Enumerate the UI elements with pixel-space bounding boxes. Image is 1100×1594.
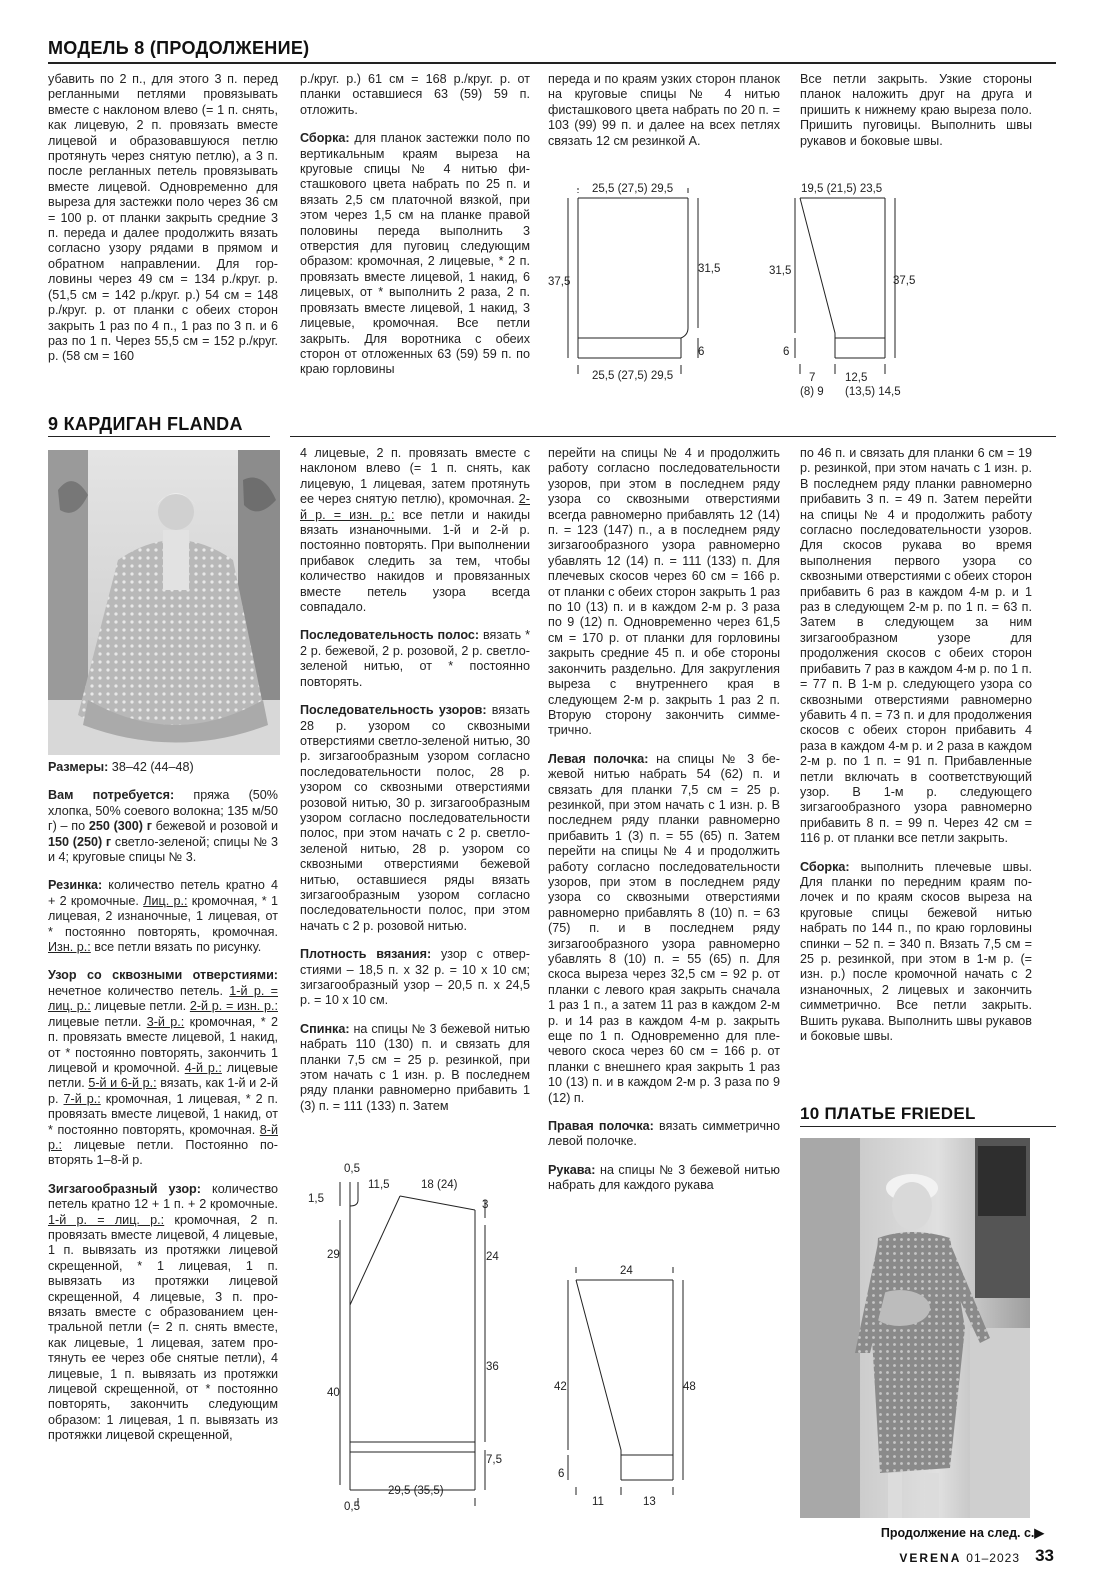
stripes-paragraph: Последовательность полос: вязать * 2 р. бежевой, 2 р. розовой, 2 р. светло-зеленой нитью, от * постоянно повторять. bbox=[300, 628, 530, 689]
diagram-model9-sleeve bbox=[548, 1255, 718, 1525]
dim-bottom: 29,5 (35,5) bbox=[388, 1485, 444, 1497]
assembly-paragraph: Сборка: выполнить плечевые швы. Для планки по передним краям полочек и по краям скосов выреза на круговые спицы бежевой нитью набрать по 144 п., по краю горловины спинки – 52 п. = 340 п. Вязать 7,5 см = 25 р. резинкой, при этом в 1-м р. (= изн. р.) после кромочной начать с 2 изнаночных, 2 лицевых и закончить симметрично. Все петли закрыть. Вшить рукава. Выполнить швы рукавов и боковые швы. bbox=[800, 859, 1032, 1044]
issue-number: 01–2023 bbox=[966, 1551, 1020, 1565]
dim-top: 24 bbox=[620, 1265, 633, 1277]
zigzag-continued: 4 лицевые, 2 п. провязать вместе с наклоном влево (= 1 п. снять, как лицевую, 1 лицевая, затем протянуть ее через снятую петлю), кромочная. 2-й р. = изн. р.: все петли и накиды вязать изнаночными. 1-й и 2-й р. постоянно повторять. При выполнении прибавок следить за тем, чтобы количество накидов и провязанных вместе петель узора всегда совпадало. bbox=[300, 446, 530, 615]
dim-top-3: 18 (24) bbox=[421, 1179, 458, 1191]
dim-right-2: 24 bbox=[486, 1251, 499, 1263]
dim-right: 31,5 bbox=[698, 263, 721, 275]
section-heading-model10: 10 ПЛАТЬЕ FRIEDEL bbox=[800, 1104, 976, 1123]
continued-next-page: Продолжение на след. с.▶ bbox=[880, 1526, 1044, 1540]
back-paragraph: Спинка: на спицы № 3 бежевой нитью набрать 110 (130) п. и связать для планки 7,5 см = 25 р. резинкой, при этом начать с 1 изн. р. В последнем ряду планки равномерно прибавить 1 (3) п. = 111 (133) п. Затем bbox=[300, 1021, 530, 1113]
dim-right-3: 36 bbox=[486, 1361, 499, 1373]
heading-rule bbox=[48, 436, 270, 437]
dim-bottom-a2: (8) 9 bbox=[800, 386, 824, 398]
dim-rib: 6 bbox=[698, 346, 705, 358]
diagram-model8-back bbox=[548, 178, 721, 393]
left-front-paragraph: Левая полочка: на спицы № 3 бежевой нитью набрать 54 (62) п. и связать для планки 7,5 см = 25 р. резинкой, при этом начать с 1 изн. р. В последнем ряду планки равномерно прибавить 1 (3) п. = 55 (65) п. Затем перейти на спицы № 4 и продолжить работу согласно последовательности узоров, при этом в последнем ряду узора со сквозными отверстиями равномерно прибавлять 8 (10) п. = 63 (75) п. и в последнем ряду зигзагообразного узора равномерно убавлять 8 (10) п. = 55 (65) п. Для скоса выреза через 32,5 см = 92 р. от планки с левого края закрыть сначала 1 раз 1 п., а затем 11 раз в каждом 2-м р. и 14 раз в каждом 4-м р. закрыть еще по 1 п. Одновременно для плечевого скоса через 60 см = 166 р. от планки с внешнего края закрыть 1 раз 10 (13) п. и в каждом 2-м р. 3 раза по 9 (12) п. bbox=[548, 751, 780, 1105]
rib-paragraph: Резинка: количество петель кратно 4 + 2 кромочные. Лиц. р.: кромочная, * 1 лицевая, 2 изнаночные, 1 лицевая, от * постоянно повторять, кромочная. Изн. р.: все петли вязать по рисунку. bbox=[48, 878, 278, 955]
section-heading-model9: 9 КАРДИГАН FLANDA bbox=[48, 414, 243, 434]
dim-right-1: 3 bbox=[482, 1199, 489, 1211]
heading-rule bbox=[800, 1126, 1056, 1127]
sizes-paragraph: Размеры: 38–42 (44–48) bbox=[48, 760, 194, 774]
model9-column-3 bbox=[548, 446, 780, 1207]
right-front-paragraph: Правая полочка: вязать симметрично левой полочке. bbox=[548, 1119, 780, 1149]
heading-rule bbox=[48, 62, 1056, 64]
diagram-model9-back bbox=[300, 1160, 515, 1520]
dim-left-3: 40 bbox=[327, 1387, 340, 1399]
model9-column-1 bbox=[48, 760, 278, 1457]
dim-rib: 6 bbox=[783, 346, 790, 358]
dim-top-1: 0,5 bbox=[344, 1163, 360, 1175]
dim-top-2: 11,5 bbox=[368, 1179, 390, 1191]
section-heading-model8: МОДЕЛЬ 8 (ПРОДОЛЖЕНИЕ) bbox=[48, 38, 310, 58]
patterns-paragraph: Последовательность узоров: вязать 28 р. узором со сквозными отверстиями светло-зеленой нитью, 30 р. зигзагообразным узором согласно последовательности полос, 28 р. узором со сквозными отверстиями розовой нитью, 30 р. зигзагообразным узором согласно последовательности полос, при этом начать с 2 р. светло-зеленой нитью, 28 р. узором со сквозными отверстиями бежевой нитью, оставшиеся ряды вязать зигзагообразным узором согласно последовательности полос, при этом начать с 2 р. розовой нитью. bbox=[300, 703, 530, 933]
back-continued: перейти на спицы № 4 и продолжить работу согласно последовательности узоров, при этом в последнем ряду узора со сквозными отверстиями всегда равномерно прибавлять 12 (14) п. = 123 (147) п., а в последнем ряду зигзагообразного узора равномерно убавлять 12 (14) п. = 111 (133) п. Для плечевых скосов через 60 см = 166 р. от планки с обеих сторон закрыть 1 раз по 10 (13) п. и в каждом 2-м р. 3 раза по 9 (12) п. Одновременно через 61,5 см = 170 р. от планки для горловины закрыть средние 45 п. и обе стороны закончить раздельно. Для закругления выреза с внутреннего края в следующем 2-м р. закрыть 1 раз 2 п. Вторую сторону закончить симметрично. bbox=[548, 446, 780, 738]
dim-left: 31,5 bbox=[769, 265, 792, 277]
gauge-paragraph: Плотность вязания: узор с отверстиями – 18,5 п. х 32 р. = 10 х 10 см; зигзагообразный узор – 20,5 п. х 24,5 р. = 10 х 10 см. bbox=[300, 947, 530, 1008]
dim-top: 25,5 (27,5) 29,5 bbox=[592, 183, 674, 195]
dim-bottom-b2: (13,5) 14,5 bbox=[845, 386, 901, 398]
model8-text: переда и по краям узких сторон планок на круговые спицы № 4 нитью фисташкового цвета набрать по 20 п. = 103 (99) 99 п. и далее на всех петлях связать 12 см резинкой А. bbox=[548, 72, 780, 148]
photo-cardigan-flanda bbox=[48, 450, 280, 755]
model8-text: р./круг. р.) 61 см = 168 р./круг. р. от планки оставшиеся 63 (59) 59 п. отложить. bbox=[300, 72, 530, 117]
model8-text: Все петли закрыть. Узкие стороны планок наложить друг на друга и пришить к нижнему краю выреза поло. Пришить пуговицы. Выполнить швы рукавов и боковые швы. bbox=[800, 72, 1032, 148]
dim-bottom-small: 0,5 bbox=[344, 1501, 360, 1513]
dim-right-4: 7,5 bbox=[486, 1454, 502, 1466]
model8-column-3 bbox=[548, 72, 780, 162]
brand-name: VERENA bbox=[899, 1551, 961, 1565]
dim-rib: 6 bbox=[558, 1468, 565, 1480]
model9-column-2 bbox=[300, 446, 530, 1127]
model8-column-1 bbox=[48, 72, 278, 378]
sleeve-paragraph: Рукава: на спицы № 3 бежевой нитью набрать для каждого рукава bbox=[548, 1162, 780, 1193]
heading-rule bbox=[290, 436, 1056, 437]
dim-bottom: 25,5 (27,5) 29,5 bbox=[592, 370, 674, 382]
page-number: 33 bbox=[1035, 1546, 1054, 1565]
dim-bottom-2: 13 bbox=[643, 1496, 656, 1508]
dim-left-2: 29 bbox=[327, 1249, 340, 1261]
dim-bottom-1: 11 bbox=[592, 1496, 604, 1508]
dim-right: 37,5 bbox=[893, 275, 916, 287]
model8-column-4 bbox=[800, 72, 1032, 162]
lace-pattern-paragraph: Узор со сквозными отверстиями: нечетное количество петель. 1-й р. = лиц. р.: лицевые петли. 2-й р. = изн. р.: лицевые петли. 3-й р.: кромочная, * 2 п. провязать вместе лицевой, 1 накид, от * постоянно повторять, закончить 1 лицевой и кромочной. 4-й р.: лицевые петли. 5-й и 6-й р.: вязать, как 1-й и 2-й р. 7-й р.: кромочная, 1 лицевая, * 2 п. провязать вместе лицевой, 1 накид, от * постоянно повторять, кромочная. 8-й р.: лицевые петли. Постоянно повторять 1–8-й р. bbox=[48, 968, 279, 1168]
dim-left-1: 1,5 bbox=[308, 1193, 324, 1205]
dim-right: 48 bbox=[683, 1381, 696, 1393]
photo-dress-friedel bbox=[800, 1138, 1030, 1518]
dim-bottom-a: 7 bbox=[809, 372, 816, 384]
materials-paragraph: Вам потребуется: пряжа (50% хлопка, 50% соевого волокна; 135 м/50 г) – по 250 (300) г бежевой и розовой и 150 (250) г светло-зеленой; спицы № 3 и 4; круговые спицы № 3. bbox=[48, 788, 279, 865]
model9-column-4 bbox=[800, 446, 1032, 1057]
sleeve-continued: по 46 п. и связать для планки 6 см = 19 р. резинкой, при этом начать с 1 изн. р. В последнем ряду планки равномерно прибавить 3 п. = 49 п. Затем перейти на спицы № 4 и продолжить работу согласно последовательности узоров. Для скосов рукава во время выполнения первого узора со сквозными отверстиями с обеих сторон прибавить 6 раз в каждом 4-м р. и 1 раз в следующем 2-м р. по 1 п. = 63 п. Затем в следующем за ним зигзагообразном узоре для продолжения скосов с обеих сторон прибавить 7 раз в каждом 4-м р. по 1 п. = 77 п. В 1-м р. следующего узора со сквозными отверстиями равномерно убавить 4 п. = 73 п. и для продолжения скосов с обеих сторон прибавить 4 раза в каждом 4-м р. и 2 раза в каждом 2-м р. по 1 п. = 91 п. Прибавленные петли включать в соответствующий узор. В 1-м р. следующего зигзагообразного узора равномерно прибавить 8 п. = 99 п. Через 42 см = 116 р. от планки все петли закрыть. bbox=[800, 446, 1032, 846]
dim-bottom-b: 12,5 bbox=[845, 372, 868, 384]
model8-text: убавить по 2 п., для этого 3 п. перед регланными петлями провязывать вместе с наклоном влево (= 1 п. снять, как лицевую, 2 п. провязать вместе лицевой и образовавшуюся петлю протянуть через снятую петлю), а 3 п. после регланных петель провязывать вместе лицевой. Одновременно для выреза для застежки поло через 36 см = 100 р. от планки закрыть средние 3 п. переда и далее продолжить вязать согласно узору рядами в прямом и обратном направлении. Для горловины через 49 см = 134 р./круг. р. (51,5 см = 142 р./круг. р.) 54 см = 148 р./круг. р. от планки с обеих сторон закрыть 1 раз по 4 п., 1 раз по 3 п. и 6 раз по 1 п. Через 55,5 см = 152 р./круг. р. (58 см = 160 bbox=[48, 72, 278, 364]
zigzag-pattern-paragraph: Зигзагообразный узор: количество петель кратно 12 + 1 п. + 2 кромочные. 1-й р. = лиц. р.: кромочная, 2 п. провязать вместе лицевой, 4 лицевые, 1 п. вывязать из протяжки лицевой скрещенной, * 1 лицевая, 1 п. вывязать из протяжки лицевой скрещенной, 4 лицевые, 3 п. провязать вместе с образованием центральной петли (= 2 п. снять вместе, как лицевые, 1 лицевая, затем протянуть ее через обе снятые петли), 4 лицевые, 1 п. вывязать из протяжки лицевой скрещенной, от * постоянно повторять, закончить следующим образом: 1 лицевая, 1 п. вывязать из протяжки лицевой скрещенной, bbox=[48, 1181, 278, 1443]
dim-left: 42 bbox=[554, 1381, 567, 1393]
diagram-model8-sleeve bbox=[765, 178, 925, 400]
dim-top: 19,5 (21,5) 23,5 bbox=[801, 183, 883, 195]
dim-left: 37,5 bbox=[548, 276, 571, 288]
model8-column-2 bbox=[300, 72, 530, 391]
magazine-brand bbox=[899, 1551, 1020, 1565]
model8-assembly: Сборка: для планок застежки поло по вертикальным краям выреза на круговые спицы № 4 нитью фисташкового цвета набрать по 25 п. и вязать 2,5 см платочной вязкой, при этом через 1,5 см на планке правой половины переда выполнить 3 отверстия для пуговиц следующим образом: кромочная, 2 лицевые, * 2 п. провязать вместе лицевой, 1 накид, 6 лицевых, от * выполнить 2 раза, 2 п. провязать вместе лицевой, 1 накид, 3 лицевые, кромочная. Все петли закрыть. Для воротника с обеих сторон от отложенных 63 (59) 59 п. по краю горловины bbox=[300, 131, 530, 377]
